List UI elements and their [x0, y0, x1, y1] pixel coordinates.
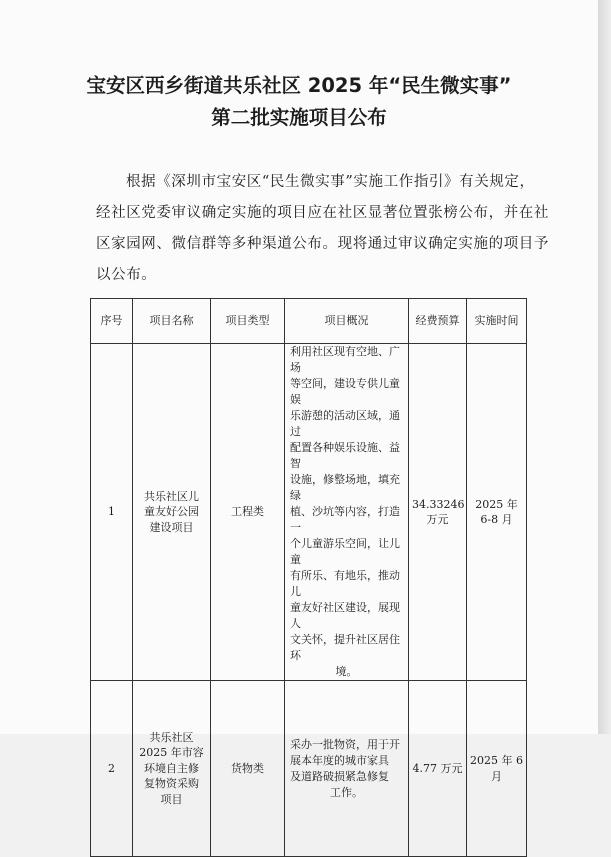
header-cell-budget: 经费预算 — [409, 299, 467, 344]
name-line: 复物资采购 — [144, 777, 199, 791]
project-table — [90, 298, 527, 857]
intro-line: 根据《深圳市宝安区“民生微实事”实施工作指引》有关规定， — [126, 174, 535, 190]
overview-line: 配置各种娱乐设施、益智 — [290, 441, 400, 470]
document-title-line2: 第二批实施项目公布 — [211, 106, 387, 129]
time-line: 6-8 月 — [480, 513, 513, 526]
name-line: 共乐社区儿 — [144, 489, 199, 503]
header-cell-no: 序号 — [91, 299, 133, 344]
intro-line: 区家园网、微信群等多种渠道公布。现将通过审议确定实施的项目予 — [96, 236, 549, 252]
overview-line: 个儿童游乐空间，让儿童 — [290, 537, 400, 566]
overview-line: 童友好社区建设，展现人 — [290, 601, 400, 630]
budget-line: 34.33246 — [412, 497, 465, 511]
budget-line: 万元 — [426, 513, 449, 526]
table-header-row — [91, 299, 527, 344]
cell-project-type: 工程类 — [211, 344, 285, 681]
name-line: 建设项目 — [149, 520, 194, 534]
overview-line: 境。 — [335, 665, 358, 678]
cell-overview — [285, 344, 409, 681]
cell-project-name — [133, 681, 211, 857]
cell-no: 1 — [91, 344, 133, 681]
time-line: 2025 年 6 — [470, 754, 523, 767]
scan-edge — [598, 0, 611, 734]
overview-line: 采办一批物资，用于开 — [290, 737, 400, 751]
overview-line: 及道路破损紧急修复 — [290, 769, 389, 783]
overview-line: 等空间，建设专供儿童娱 — [290, 377, 400, 406]
name-line: 2025 年市容 — [139, 746, 204, 760]
cell-project-type: 货物类 — [211, 681, 285, 857]
overview-line: 植、沙坑等内容，打造一 — [290, 505, 400, 534]
overview-line: 工作。 — [330, 785, 363, 799]
header-cell-type: 项目类型 — [211, 299, 285, 344]
intro-paragraph — [96, 167, 549, 291]
time-line: 月 — [491, 769, 502, 783]
cell-overview — [285, 681, 409, 857]
name-line: 童友好公园 — [144, 505, 199, 519]
table-row — [91, 681, 527, 857]
header-cell-time: 实施时间 — [467, 299, 527, 344]
overview-line: 文关怀，提升社区居住环 — [290, 633, 400, 662]
header-cell-name: 项目名称 — [133, 299, 211, 344]
document-title-line1: 宝安区西乡街道共乐社区 2025 年“民生微实事” — [86, 74, 512, 97]
cell-project-name — [133, 344, 211, 681]
overview-line: 有所乐、有地乐，推动儿 — [290, 569, 400, 598]
time-line: 2025 年 — [475, 497, 518, 511]
overview-line: 乐游憩的活动区域，通过 — [290, 409, 400, 438]
name-line: 环境自主修 — [144, 761, 199, 775]
header-cell-overview: 项目概况 — [285, 299, 409, 344]
cell-budget — [409, 681, 467, 857]
cell-no: 2 — [91, 681, 133, 857]
name-line: 共乐社区 — [149, 730, 194, 744]
budget-line: 4.77 万元 — [412, 761, 463, 775]
table-row — [91, 344, 527, 681]
intro-line: 以公布。 — [96, 267, 157, 283]
cell-time — [467, 681, 527, 857]
cell-budget — [409, 344, 467, 681]
name-line: 项目 — [160, 792, 183, 806]
overview-line: 展本年度的城市家具 — [290, 753, 389, 767]
overview-line: 设施，修整场地，填充绿 — [290, 473, 400, 502]
cell-time — [467, 344, 527, 681]
overview-line: 利用社区现有空地、广场 — [290, 345, 400, 374]
intro-line: 经社区党委审议确定实施的项目应在社区显著位置张榜公布，并在社 — [96, 205, 549, 221]
